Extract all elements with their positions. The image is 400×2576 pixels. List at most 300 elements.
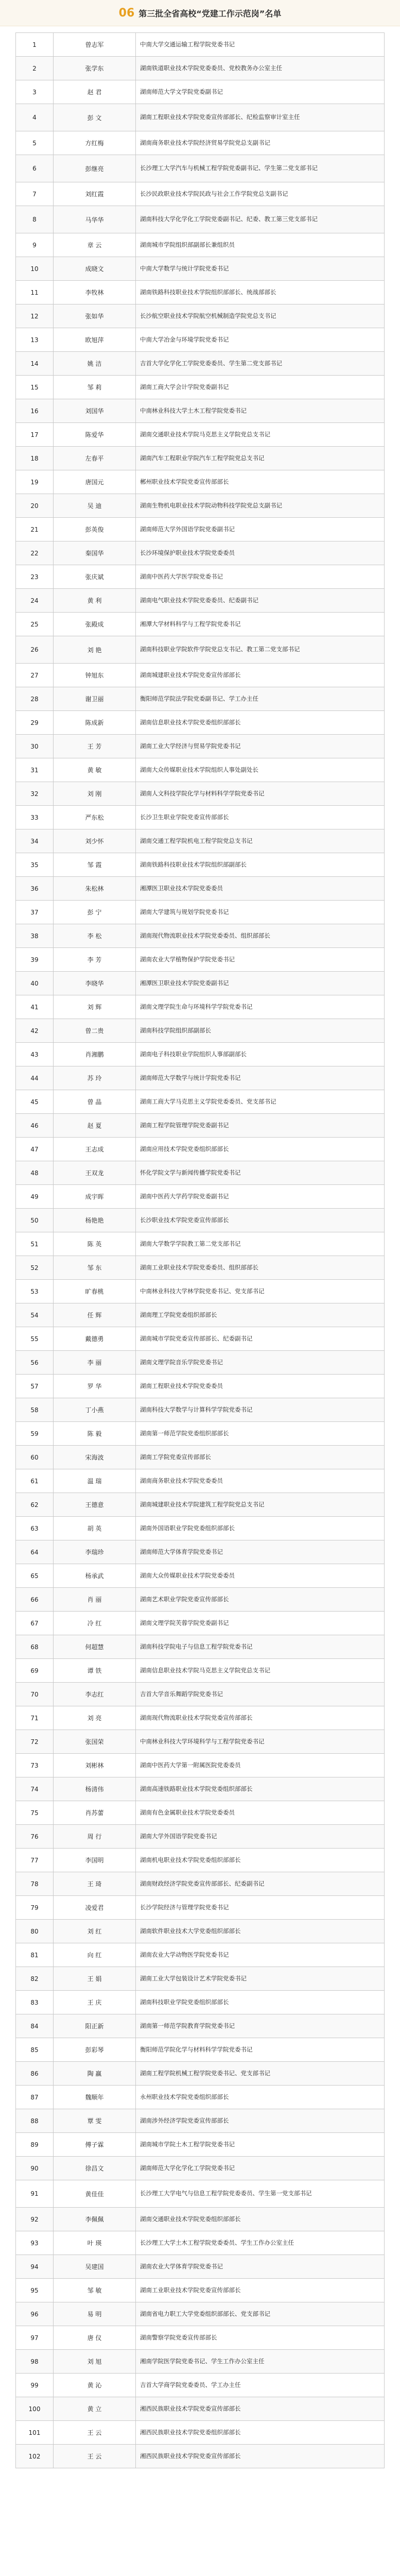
- table-row: [16, 422, 384, 446]
- row-number: 86: [30, 2070, 39, 2077]
- table-row: [16, 1208, 384, 1232]
- organization: 湖南大众传媒职业技术学院组织人事处副处长: [135, 758, 384, 782]
- row-number: 72: [30, 1738, 39, 1745]
- row-number: 85: [30, 2046, 39, 2054]
- table-row: [16, 710, 384, 734]
- row-number: 51: [30, 1240, 39, 1248]
- organization: 湖南现代物流职业技术学院党委宣传部部长: [135, 1706, 384, 1730]
- row-number: 52: [30, 1264, 39, 1272]
- table-row: [16, 2373, 384, 2397]
- person-name: 凌爱君: [53, 1896, 135, 1919]
- person-name: 彭 文: [53, 104, 135, 131]
- organization: 湖南铁路科技职业技术学院组织部副部长: [135, 853, 384, 876]
- organization: 永州职业技术学院党委组织部部长: [135, 2086, 384, 2109]
- row-number: 71: [30, 1714, 39, 1722]
- table-row: [16, 853, 384, 876]
- person-name: 刘 辉: [53, 995, 135, 1019]
- organization: 吉首大学化学化工学院党委委员、学生第二党支部书记: [135, 352, 384, 375]
- person-name: 李牧林: [53, 281, 135, 304]
- row-number: 66: [30, 1596, 39, 1603]
- person-name: 魏顺年: [53, 2086, 135, 2109]
- organization: 湖南外国语职业学院党委组织部部长: [135, 1517, 384, 1540]
- table-row: [16, 517, 384, 541]
- person-name: 李晓华: [53, 972, 135, 995]
- organization: 湖南生物机电职业技术学院动物科技学院党总支副书记: [135, 494, 384, 517]
- person-name: 黄 立: [53, 2397, 135, 2420]
- row-number: 75: [30, 1809, 39, 1817]
- row-number: 60: [30, 1453, 39, 1461]
- row-number: 87: [30, 2093, 39, 2101]
- person-name: 肖湘鹏: [53, 1043, 135, 1066]
- row-number: 90: [30, 2164, 39, 2172]
- row-number: 15: [30, 383, 39, 391]
- table-row: [16, 33, 384, 56]
- row-number: 1: [32, 41, 37, 48]
- organization: 吉首大学商学院党委委员、学工办主任: [135, 2374, 384, 2397]
- organization: 湖南电气职业技术学院党委委员、纪委副书记: [135, 589, 384, 612]
- row-number: 102: [28, 2452, 41, 2460]
- person-name: 成晓文: [53, 257, 135, 280]
- row-number: 94: [30, 2263, 39, 2270]
- row-number: 30: [30, 742, 39, 750]
- person-name: 王 庆: [53, 1991, 135, 2014]
- table-row: [16, 1658, 384, 1682]
- organization: 湘西民族职业技术学院党委宣传部部长: [135, 2397, 384, 2420]
- organization: 湖南中医药大学第一附属医院党委委员: [135, 1754, 384, 1777]
- person-name: 彭 宁: [53, 901, 135, 924]
- organization: 湖南商务职业技术学院党委委员: [135, 1469, 384, 1493]
- row-number: 67: [30, 1619, 39, 1627]
- person-name: 彭彩琴: [53, 2038, 135, 2061]
- row-number: 25: [30, 620, 39, 628]
- organization: 湖南工程学院机械工程学院党委书记、党支部书记: [135, 2062, 384, 2085]
- row-number: 26: [30, 646, 39, 653]
- row-number: 70: [30, 1690, 39, 1698]
- row-number: 80: [30, 1927, 39, 1935]
- person-name: 曾 晶: [53, 1090, 135, 1113]
- table-row: [16, 1113, 384, 1137]
- organization: 长沙理工大学土木工程学院党委委员、学生工作办公室主任: [135, 2231, 384, 2255]
- person-name: 黄佳佳: [53, 2180, 135, 2207]
- table-row: [16, 805, 384, 829]
- row-number: 47: [30, 1145, 39, 1153]
- row-number: 57: [30, 1382, 39, 1390]
- organization: 湖南师范大学外国语学院党委副书记: [135, 518, 384, 541]
- table-row: [16, 1232, 384, 1256]
- person-name: 李国明: [53, 1849, 135, 1872]
- organization: 湖南科技职业学院党委组织部部长: [135, 1991, 384, 2014]
- person-name: 陈 英: [53, 1232, 135, 1256]
- row-number: 84: [30, 2022, 39, 2030]
- table-row: [16, 1990, 384, 2014]
- person-name: 李 芳: [53, 948, 135, 971]
- organization: 湖南现代物流职业技术学院党委委员、组织部部长: [135, 924, 384, 947]
- person-name: 彭继亮: [53, 155, 135, 182]
- organization: 湖南科技学院电子与信息工程学院党委书记: [135, 1635, 384, 1658]
- table-row: [16, 2349, 384, 2373]
- row-number: 42: [30, 1027, 39, 1035]
- page-title: 第三批全省高校“党建工作示范岗”名单: [138, 8, 282, 19]
- person-name: 陶 赢: [53, 2062, 135, 2085]
- row-number: 82: [30, 1975, 39, 1982]
- row-number: 5: [32, 139, 37, 147]
- organization: 长沙理工大学电气与信息工程学院党委委员、学生第一党支部书记: [135, 2180, 384, 2207]
- organization: 湖南城市学院土木工程学院党委书记: [135, 2133, 384, 2156]
- person-name: 吴建国: [53, 2255, 135, 2278]
- row-number: 43: [30, 1050, 39, 1058]
- table-row: [16, 1184, 384, 1208]
- organization: 长沙理工大学汽车与机械工程学院党委副书记、学生第二党支部书记: [135, 155, 384, 182]
- person-name: 肖苏蕾: [53, 1801, 135, 1824]
- table-row: [16, 734, 384, 758]
- organization: 湖南信息职业技术学院马克思主义学院党总支书记: [135, 1659, 384, 1682]
- row-number: 31: [30, 766, 39, 774]
- row-number: 2: [32, 64, 37, 72]
- row-number: 62: [30, 1501, 39, 1509]
- organization: 湖南城市学院组织部副部长兼组织员: [135, 233, 384, 257]
- row-number: 74: [30, 1785, 39, 1793]
- table-row: [16, 2278, 384, 2302]
- row-number: 36: [30, 885, 39, 892]
- row-number: 73: [30, 1761, 39, 1769]
- row-number: 22: [30, 549, 39, 557]
- person-name: 黄 敏: [53, 758, 135, 782]
- row-number: 21: [30, 526, 39, 533]
- row-number: 83: [30, 1998, 39, 2006]
- person-name: 钟旭东: [53, 664, 135, 687]
- table-row: [16, 470, 384, 494]
- organization: 湖南工程职业技术学院党委委员: [135, 1375, 384, 1398]
- table-row: [16, 375, 384, 399]
- section-number: 06: [118, 6, 135, 20]
- person-name: 曾志军: [53, 33, 135, 56]
- organization: 湖南科技大学数学与计算科学学院党委书记: [135, 1398, 384, 1421]
- person-name: 肖 丽: [53, 1588, 135, 1611]
- table-row: [16, 947, 384, 971]
- organization: 长沙民政职业技术学院民政与社会工作学院党总支副书记: [135, 182, 384, 206]
- table-row: [16, 2326, 384, 2349]
- table-row: [16, 1730, 384, 1753]
- person-name: 刘彬林: [53, 1754, 135, 1777]
- row-number: 48: [30, 1169, 39, 1177]
- person-name: 刘 旭: [53, 2350, 135, 2373]
- table-row: [16, 2014, 384, 2038]
- organization: 湖南工程职业技术学院党委宣传部部长、纪检监察审计室主任: [135, 104, 384, 131]
- person-name: 李瑞珍: [53, 1540, 135, 1564]
- person-name: 曾二贵: [53, 1019, 135, 1042]
- organization: 长沙环境保护职业技术学院党委委员: [135, 541, 384, 565]
- table-row: [16, 687, 384, 710]
- table-row: [16, 155, 384, 182]
- person-name: 宋海波: [53, 1446, 135, 1469]
- organization: 湖南软件职业技术大学党委组织部部长: [135, 1920, 384, 1943]
- person-name: 陈成新: [53, 711, 135, 734]
- organization: 湖南城建职业技术学院建筑工程学院党总支书记: [135, 1493, 384, 1516]
- row-number: 9: [32, 241, 37, 249]
- person-name: 傅子霖: [53, 2133, 135, 2156]
- table-row: [16, 900, 384, 924]
- person-name: 李佩佩: [53, 2208, 135, 2231]
- row-number: 6: [32, 165, 37, 172]
- person-name: 唐国元: [53, 470, 135, 494]
- table-row: [16, 131, 384, 155]
- table-row: [16, 1967, 384, 1990]
- organization: 湖南第一师范学院党委组织部部长: [135, 1422, 384, 1445]
- row-number: 54: [30, 1311, 39, 1319]
- person-name: 张学东: [53, 57, 135, 80]
- person-name: 谭 铁: [53, 1659, 135, 1682]
- organization: 湖南工商大学会计学院党委副书记: [135, 376, 384, 399]
- table-row: [16, 494, 384, 517]
- row-number: 99: [30, 2381, 39, 2389]
- table-row: [16, 304, 384, 328]
- person-name: 方红梅: [53, 131, 135, 155]
- person-name: 赵 夏: [53, 1114, 135, 1137]
- row-number: 46: [30, 1122, 39, 1129]
- table-row: [16, 924, 384, 947]
- organization: 湖南城建职业技术学院党委宣传部部长: [135, 664, 384, 687]
- list-header: [0, 0, 400, 26]
- row-number: 28: [30, 695, 39, 703]
- person-name: 李 丽: [53, 1351, 135, 1374]
- organization: 湖南艺术职业学院党委宣传部部长: [135, 1588, 384, 1611]
- organization: 中南大学数学与统计学院党委书记: [135, 257, 384, 280]
- person-name: 刘 刚: [53, 782, 135, 805]
- table-row: [16, 1445, 384, 1469]
- table-row: [16, 1801, 384, 1824]
- person-name: 任 辉: [53, 1303, 135, 1327]
- organization: 中南大学交通运输工程学院党委书记: [135, 33, 384, 56]
- row-number: 23: [30, 573, 39, 581]
- row-number: 76: [30, 1833, 39, 1840]
- organization: 湖南涉外经济学院党委宣传部部长: [135, 2109, 384, 2132]
- table-row: [16, 2420, 384, 2444]
- organization: 湘南学院医学院党委书记、学生工作办公室主任: [135, 2350, 384, 2373]
- row-number: 20: [30, 502, 39, 510]
- table-row: [16, 1421, 384, 1445]
- organization: 湖南工商大学马克思主义学院党委委员、党支部书记: [135, 1090, 384, 1113]
- person-name: 王 芳: [53, 735, 135, 758]
- table-row: [16, 328, 384, 351]
- table-row: [16, 399, 384, 422]
- table-row: [16, 182, 384, 206]
- row-number: 53: [30, 1287, 39, 1295]
- row-number: 27: [30, 671, 39, 679]
- row-number: 41: [30, 1003, 39, 1011]
- table-row: [16, 1706, 384, 1730]
- row-number: 8: [32, 216, 37, 223]
- organization: 湖南农业大学动物医学院党委书记: [135, 1943, 384, 1967]
- row-number: 33: [30, 814, 39, 821]
- person-name: 邹 霞: [53, 853, 135, 876]
- table-row: [16, 663, 384, 687]
- table-row: [16, 1611, 384, 1635]
- table-row: [16, 1564, 384, 1587]
- row-number: 32: [30, 790, 39, 798]
- row-number: 98: [30, 2358, 39, 2365]
- table-row: [16, 1303, 384, 1327]
- row-number: 3: [32, 88, 37, 96]
- row-number: 65: [30, 1572, 39, 1580]
- row-number: 13: [30, 336, 39, 344]
- person-name: 姚 洁: [53, 352, 135, 375]
- organization: 湖南大学数学学院教工第二党支部书记: [135, 1232, 384, 1256]
- person-name: 朱松林: [53, 877, 135, 900]
- row-number: 100: [28, 2405, 41, 2413]
- person-name: 黄 利: [53, 589, 135, 612]
- organization: 湖南大学外国语学院党委书记: [135, 1825, 384, 1848]
- person-name: 彭英俊: [53, 518, 135, 541]
- row-number: 29: [30, 719, 39, 726]
- organization: 湖南汽车工程职业学院汽车工程学院党总支书记: [135, 447, 384, 470]
- roster-table: [15, 32, 385, 2468]
- organization: 湖南师范大学化学化工学院党委书记: [135, 2157, 384, 2180]
- organization: 湖南第一师范学院教育学院党委书记: [135, 2014, 384, 2038]
- organization: 湖南机电职业技术学院党委组织部部长: [135, 1849, 384, 1872]
- person-name: 谢卫丽: [53, 687, 135, 710]
- organization: 湘西民族职业技术学院党委宣传部部长: [135, 2445, 384, 2468]
- table-row: [16, 1635, 384, 1658]
- table-row: [16, 782, 384, 805]
- organization: 湖南铁路科技职业技术学院组织部部长、统战部部长: [135, 281, 384, 304]
- person-name: 杨艳艳: [53, 1209, 135, 1232]
- organization: 湖南大学建筑与规划学院党委书记: [135, 901, 384, 924]
- row-number: 58: [30, 1406, 39, 1414]
- table-row: [16, 1327, 384, 1350]
- row-number: 44: [30, 1074, 39, 1082]
- table-row: [16, 1137, 384, 1161]
- organization: 吉首大学音乐舞蹈学院党委书记: [135, 1683, 384, 1706]
- row-number: 4: [32, 114, 37, 121]
- person-name: 邹 敏: [53, 2279, 135, 2302]
- row-number: 38: [30, 932, 39, 940]
- table-row: [16, 2397, 384, 2420]
- table-row: [16, 1895, 384, 1919]
- row-number: 88: [30, 2117, 39, 2125]
- table-row: [16, 2180, 384, 2207]
- organization: 湖南理工学院党委组织部部长: [135, 1303, 384, 1327]
- row-number: 35: [30, 861, 39, 869]
- table-row: [16, 2207, 384, 2231]
- person-name: 王德意: [53, 1493, 135, 1516]
- organization: 湖南城市学院党委宣传部部长、纪委副书记: [135, 1327, 384, 1350]
- person-name: 严东松: [53, 806, 135, 829]
- table-row: [16, 971, 384, 995]
- person-name: 邹 莉: [53, 376, 135, 399]
- table-row: [16, 2109, 384, 2132]
- organization: 湖南交通职业技术学院马克思主义学院党总支书记: [135, 423, 384, 446]
- table-row: [16, 1493, 384, 1516]
- person-name: 李志红: [53, 1683, 135, 1706]
- organization: 长沙航空职业技术学院航空机械制造学院党总支书记: [135, 304, 384, 328]
- organization: 湖南中医药大学医学院党委书记: [135, 565, 384, 588]
- organization: 湖南商务职业技术学院经济贸易学院党总支副书记: [135, 131, 384, 155]
- person-name: 王双龙: [53, 1161, 135, 1184]
- row-number: 77: [30, 1856, 39, 1864]
- person-name: 刘红霞: [53, 182, 135, 206]
- table-row: [16, 2132, 384, 2156]
- organization: 湖南工业职业技术学院党委宣传部部长: [135, 2279, 384, 2302]
- table-row: [16, 1540, 384, 1564]
- table-row: [16, 565, 384, 588]
- person-name: 吴 迪: [53, 494, 135, 517]
- row-number: 101: [28, 2429, 41, 2436]
- table-row: [16, 2302, 384, 2326]
- person-name: 周 行: [53, 1825, 135, 1848]
- person-name: 刘 红: [53, 1920, 135, 1943]
- row-number: 55: [30, 1335, 39, 1343]
- person-name: 张如华: [53, 304, 135, 328]
- table-row: [16, 1042, 384, 1066]
- organization: 湘潭医卫职业技术学院党委委员: [135, 877, 384, 900]
- row-number: 40: [30, 979, 39, 987]
- organization: 衡阳师范学院法学院党委副书记、学工办主任: [135, 687, 384, 710]
- organization: 湖南财政经济学院党委宣传部部长、纪委副书记: [135, 1872, 384, 1895]
- row-number: 39: [30, 956, 39, 963]
- table-row: [16, 1777, 384, 1801]
- organization: 中南林业科技大学环境科学与工程学院党委书记: [135, 1730, 384, 1753]
- organization: 湖南应用技术学院党委组织部部长: [135, 1138, 384, 1161]
- table-row: [16, 1872, 384, 1895]
- table-row: [16, 1753, 384, 1777]
- organization: 湖南科技学院组织部副部长: [135, 1019, 384, 1042]
- organization: 湖南文理学院芙蓉学院党委副书记: [135, 1612, 384, 1635]
- row-number: 19: [30, 478, 39, 486]
- table-row: [16, 1161, 384, 1184]
- table-row: [16, 1682, 384, 1706]
- table-row: [16, 104, 384, 131]
- person-name: 刘 艳: [53, 636, 135, 663]
- organization: 湖南铁道职业技术学院党委委员、党校教务办公室主任: [135, 57, 384, 80]
- person-name: 温 瑞: [53, 1469, 135, 1493]
- person-name: 罗 华: [53, 1375, 135, 1398]
- person-name: 王 娟: [53, 1967, 135, 1990]
- person-name: 成宇晖: [53, 1185, 135, 1208]
- organization: 长沙职业技术学院党委宣传部部长: [135, 1209, 384, 1232]
- organization: 湖南人文科技学院化学与材料科学学院党委书记: [135, 782, 384, 805]
- person-name: 黄 沁: [53, 2374, 135, 2397]
- organization: 湖南省电力职工大学党委组织部部长、党支部书记: [135, 2302, 384, 2326]
- row-number: 16: [30, 407, 39, 415]
- person-name: 苏 玲: [53, 1066, 135, 1090]
- row-number: 17: [30, 431, 39, 438]
- person-name: 胡 英: [53, 1517, 135, 1540]
- row-number: 61: [30, 1477, 39, 1485]
- row-number: 97: [30, 2334, 39, 2342]
- row-number: 93: [30, 2239, 39, 2247]
- person-name: 丁小燕: [53, 1398, 135, 1421]
- person-name: 阳正新: [53, 2014, 135, 2038]
- person-name: 张殿成: [53, 613, 135, 636]
- table-row: [16, 758, 384, 782]
- organization: 湖南高速铁路职业技术学院党委组织部部长: [135, 1777, 384, 1801]
- table-row: [16, 588, 384, 612]
- row-number: 37: [30, 908, 39, 916]
- table-row: [16, 1848, 384, 1872]
- row-number: 7: [32, 190, 37, 198]
- table-row: [16, 1279, 384, 1303]
- row-number: 81: [30, 1951, 39, 1959]
- person-name: 王 云: [53, 2421, 135, 2444]
- organization: 湖南中医药大学药学院党委副书记: [135, 1185, 384, 1208]
- organization: 湖南农业大学植物保护学院党委书记: [135, 948, 384, 971]
- row-number: 14: [30, 360, 39, 367]
- table-row: [16, 2231, 384, 2255]
- organization: 湖南有色金属职业技术学院党委委员: [135, 1801, 384, 1824]
- row-number: 45: [30, 1098, 39, 1106]
- row-number: 96: [30, 2310, 39, 2318]
- person-name: 徐昌文: [53, 2157, 135, 2180]
